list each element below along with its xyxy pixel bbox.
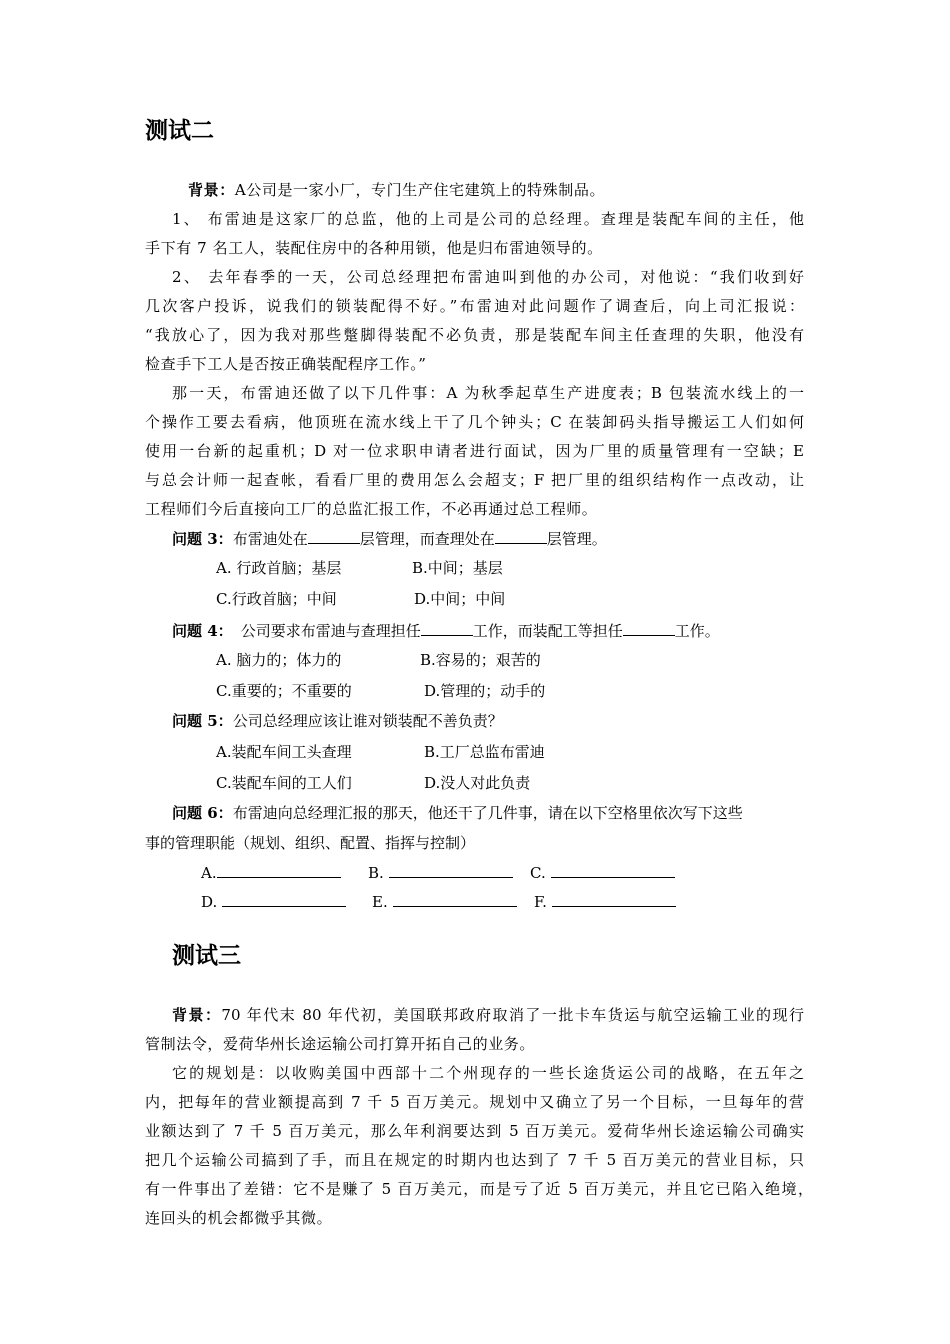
q3-option-d[interactable]: D.中间；中间 (414, 590, 506, 608)
question-6-label: 问题 6 (172, 804, 218, 822)
test3-line-3: 它的规划是：以收购美国中西部十二个州现存的一些长途货运公司的战略，在五年之 (172, 1064, 804, 1082)
answer-blank[interactable] (308, 528, 360, 544)
test2-line-6: 检查手下工人是否按正确装配程序工作。” (145, 355, 427, 373)
test3-line-1: 背景：70 年代末 80 年代初，美国联邦政府取消了一批卡车货运与航空运输工业的现行 (172, 1006, 804, 1024)
test2-line-7: 那一天，布雷迪还做了以下几件事：A 为秋季起草生产进度表；B 包装流水线上的一 (172, 384, 804, 402)
question-5: 问题 5：公司总经理应该让谁对锁装配不善负责？ (172, 712, 503, 730)
q4-option-a[interactable]: A. 脑力的；体力的 (216, 651, 342, 669)
test2-line-3: 2、 去年春季的一天，公司总经理把布雷迪叫到他的办公司，对他说：“我们收到好 (172, 268, 804, 286)
test3-line-6: 把几个运输公司搞到了手，而且在规定的时期内也达到了 7 千 5 百万美元的营业目标，只 (145, 1151, 804, 1169)
answer-blank[interactable] (623, 620, 675, 636)
test2-line-8: 个操作工要去看病，他顶班在流水线上干了几个钟头；C 在装卸码头指导搬运工人们如何 (145, 413, 804, 431)
question-3-label: 问题 3 (172, 530, 218, 548)
test3-line-4: 内，把每年的营业额提高到 7 千 5 百万美元。规划中又确立了另一个目标，一旦每年的营 (145, 1093, 804, 1111)
test2-line-4: 几次客户投诉，说我们的锁装配得不好。”布雷迪对此问题作了调查后，向上司汇报说： (145, 297, 804, 315)
answer-blank[interactable] (217, 862, 341, 878)
test2-line-5: “我放心了，因为我对那些蹩脚得装配不必负责，那是装配车间主任查理的失职，他没有 (145, 326, 804, 344)
answer-blank[interactable] (393, 891, 517, 907)
test2-line-10: 与总会计师一起查帐，看看厂里的费用怎么会超支；F 把厂里的组织结构作一点改动，让 (145, 471, 804, 489)
q5-option-a[interactable]: A.装配车间工头查理 (216, 743, 352, 761)
q3-option-c[interactable]: C.行政首脑；中间 (216, 590, 337, 608)
q4-option-b[interactable]: B.容易的；艰苦的 (420, 651, 541, 669)
q6-blank-e[interactable]: E. (372, 891, 517, 912)
answer-blank[interactable] (222, 891, 346, 907)
answer-blank[interactable] (389, 862, 513, 878)
question-6: 问题 6：布雷迪向总经理汇报的那天，他还干了几件事，请在以下空格里依次写下这些 (172, 804, 743, 822)
q5-option-c[interactable]: C.装配车间的工人们 (216, 774, 352, 792)
q5-option-b[interactable]: B.工厂总监布雷迪 (424, 743, 545, 761)
q6-blank-a[interactable]: A. (201, 862, 341, 883)
test2-line-1: 1、 布雷迪是这家厂的总监，他的上司是公司的总经理。查理是装配车间的主任，他 (172, 210, 804, 228)
question-6-line-2: 事的管理职能（规划、组织、配置、指挥与控制） (145, 834, 476, 852)
test2-line-9: 使用一台新的起重机；D 对一位求职申请者进行面试，因为厂里的质量管理有一空缺；E (145, 442, 804, 460)
test3-line-5: 业额达到了 7 千 5 百万美元，那么年利润要达到 5 百万美元。爱荷华州长途运输公司确实 (145, 1122, 804, 1140)
test3-line-8: 连回头的机会都微乎其微。 (145, 1209, 333, 1227)
q6-blank-f[interactable]: F. (534, 891, 676, 912)
q5-option-d[interactable]: D.没人对此负责 (424, 774, 531, 792)
test2-background (188, 180, 605, 200)
background-label: 背景： (172, 1006, 222, 1024)
q6-blank-c[interactable]: C. (530, 862, 675, 883)
test2-title: 测试二 (145, 118, 214, 144)
test3-title: 测试三 (172, 943, 241, 969)
question-4-label: 问题 4 (172, 622, 218, 640)
answer-blank[interactable] (495, 528, 547, 544)
q3-option-a[interactable]: A. 行政首脑；基层 (216, 559, 342, 577)
answer-blank[interactable] (552, 891, 676, 907)
q6-blank-b[interactable]: B. (368, 862, 513, 883)
q4-option-d[interactable]: D.管理的；动手的 (424, 682, 546, 700)
question-3: 问题 3：布雷迪处在 层管理，而查理处在 层管理。 (172, 530, 607, 548)
test3-line-7: 有一件事出了差错：它不是赚了 5 百万美元，而是亏了近 5 百万美元，并且它已陷入绝境， (145, 1180, 813, 1198)
answer-blank[interactable] (421, 620, 473, 636)
question-5-label: 问题 5 (172, 712, 218, 730)
question-4: 问题 4： 公司要求布雷迪与查理担任 工作，而装配工等担任 工作。 (172, 622, 720, 640)
test3-line-2: 管制法令，爱荷华州长途运输公司打算开拓自己的业务。 (145, 1035, 536, 1053)
test2-line-2: 手下有 7 名工人，装配住房中的各种用锁，他是归布雷迪领导的。 (145, 239, 603, 257)
background-label: 背景： (188, 181, 235, 199)
q6-blank-d[interactable]: D. (201, 891, 346, 912)
test2-line-11: 工程师们今后直接向工厂的总监汇报工作，不必再通过总工程师。 (145, 500, 598, 518)
q4-option-c[interactable]: C.重要的；不重要的 (216, 682, 352, 700)
answer-blank[interactable] (551, 862, 675, 878)
background-text: A公司是一家小厂，专门生产住宅建筑上的特殊制品。 (234, 181, 606, 199)
q3-option-b[interactable]: B.中间；基层 (412, 559, 503, 577)
